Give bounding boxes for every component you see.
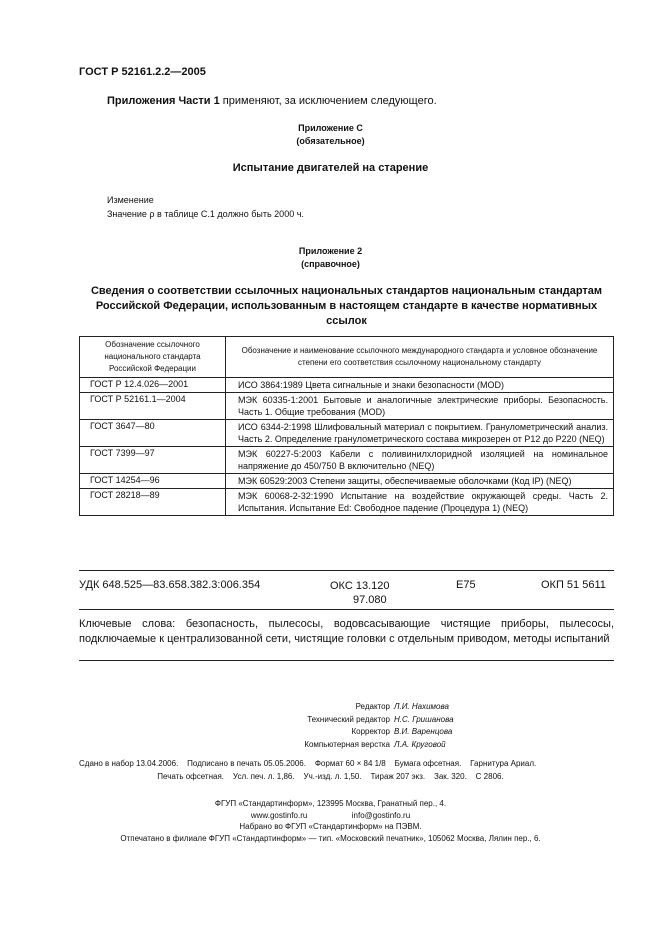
udk-code: УДК 648.525—83.658.382.3:006.354 — [79, 579, 261, 591]
annex-2-title-line2: Российской Федерации, использованным в настоящем стандарте в качестве нормативных — [95, 300, 598, 312]
annex-c-heading — [0, 122, 661, 148]
publisher-email-link[interactable]: info@gostinfo.ru — [351, 810, 411, 820]
cell-international: ИСО 3864:1989 Цвета сигнальные и знаки безопасности (MOD) — [226, 378, 614, 393]
credit-role: Корректор — [351, 727, 390, 736]
e-code: Е75 — [456, 579, 476, 591]
annex-c-status: (обязательное) — [296, 136, 365, 146]
credit-name: Н.С. Гришанова — [394, 714, 454, 724]
credit-role: Технический редактор — [307, 714, 390, 724]
intro-rest: применяют, за исключением следующего. — [219, 95, 437, 107]
cell-international: МЭК 60529:2003 Степени защиты, обеспечиваемые оболочками (Код IP) (NEQ) — [226, 474, 614, 489]
annex-2-title — [79, 284, 614, 329]
document-code-header: ГОСТ Р 52161.2.2—2005 — [79, 66, 206, 78]
table-header-international: Обозначение и наименование ссылочного международного стандарта и условное обозначение степени его соответствия ссылочному национальному стандарту — [226, 337, 614, 378]
cell-national: ГОСТ 3647—80 — [80, 420, 226, 447]
change-text: Значение ρ в таблице С.1 должно быть 2000 ч. — [107, 209, 304, 219]
annex-c-title: Испытание двигателей на старение — [232, 162, 429, 174]
credit-role: Компьютерная верстка — [304, 739, 390, 749]
table-row — [80, 378, 614, 393]
table-row — [80, 447, 614, 474]
publisher-web-link[interactable]: www.gostinfo.ru — [250, 810, 308, 820]
cell-national: ГОСТ 7399—97 — [80, 447, 226, 474]
cell-international: ИСО 6344-2:1998 Шлифовальный материал с покрытием. Гранулометрический анализ. Часть 2. Определение гранулометрического состава микрозерен от Р12 до Р220 (NEQ) — [226, 420, 614, 447]
print-info-line2: Печать офсетная. Усл. печ. л. 1,86. Уч.-изд. л. 1,50. Тираж 207 экз. Зак. 320. С 2806. — [157, 772, 504, 781]
cell-national: ГОСТ Р 12.4.026—2001 — [80, 378, 226, 393]
okp-code: ОКП 51 5611 — [541, 579, 606, 591]
oks-line1: ОКС 13.120 — [330, 580, 390, 592]
publisher-line4: Отпечатано в филиале ФГУП «Стандартинформ» — тип. «Московский печатник», 105062 Москва, Лялин пер., 6. — [120, 833, 541, 843]
standards-correspondence-table — [79, 336, 614, 516]
credit-name: В.И. Варенцова — [394, 727, 453, 736]
credit-name: Л.И. Нахимова — [394, 702, 449, 711]
credit-role: Редактор — [355, 702, 390, 711]
publisher-line1: ФГУП «Стандартинформ», 123995 Москва, Гранатный пер., 4. — [214, 799, 447, 808]
table-header-national: Обозначение ссылочного национального стандарта Российской Федерации — [80, 337, 226, 378]
intro-bold: Приложения Части 1 — [107, 95, 220, 107]
cell-national: ГОСТ Р 52161.1—2004 — [80, 393, 226, 420]
credit-name: Л.А. Круговой — [394, 739, 446, 749]
intro-paragraph — [107, 95, 437, 107]
annex-2-title-line1: Сведения о соответствии ссылочных национальных стандартов национальным стандартам — [90, 285, 603, 297]
change-heading: Изменение — [107, 195, 154, 205]
cell-national: ГОСТ 28218—89 — [80, 489, 226, 516]
oks-line2: 97.080 — [353, 594, 387, 606]
table-header-row — [80, 337, 614, 378]
publisher-block — [0, 798, 661, 844]
publisher-contacts — [0, 810, 661, 822]
oks-code — [330, 579, 390, 607]
annex-2-heading — [0, 245, 661, 271]
cell-international: МЭК 60227-5:2003 Кабели с поливинилхлоридной изоляцией на номинальное напряжение до 450/750 В включительно (NEQ) — [226, 447, 614, 474]
print-info-line1: Сдано в набор 13.04.2006. Подписано в печать 05.05.2006. Формат 60 × 84 1/8 Бумага офсетная. Гарнитура Ариал. — [79, 759, 537, 768]
credits-names — [394, 701, 544, 751]
annex-2-status: (справочное) — [301, 259, 360, 269]
annex-2-label: Приложение 2 — [298, 246, 363, 256]
divider-middle — [79, 609, 614, 610]
table-row — [80, 393, 614, 420]
keywords: Ключевые слова: безопасность, пылесосы, водовсасывающие чистящие приборы, пылесосы, подключаемые к централизованной сети, чистящие головки с отдельным приводом, методы испытаний — [79, 618, 614, 645]
table-row — [80, 489, 614, 516]
divider-top — [79, 570, 614, 571]
annex-2-title-line3: ссылок — [326, 315, 367, 327]
cell-national: ГОСТ 14254—96 — [80, 474, 226, 489]
credits-roles — [190, 701, 390, 751]
table-row — [80, 474, 614, 489]
annex-c-change — [107, 193, 304, 221]
publisher-line3: Набрано во ФГУП «Стандартинформ» на ПЭВМ. — [239, 822, 422, 831]
table-row — [80, 420, 614, 447]
divider-bottom — [79, 660, 614, 661]
cell-international: МЭК 60068-2-32:1990 Испытание на воздействие окружающей среды. Часть 2. Испытания. Испытание Ed: Свободное падение (Процедура 1) (NEQ) — [226, 489, 614, 516]
annex-c-label: Приложение С — [298, 123, 363, 133]
cell-international: МЭК 60335-1:2001 Бытовые и аналогичные электрические приборы. Безопасность. Часть 1. Общие требования (MOD) — [226, 393, 614, 420]
